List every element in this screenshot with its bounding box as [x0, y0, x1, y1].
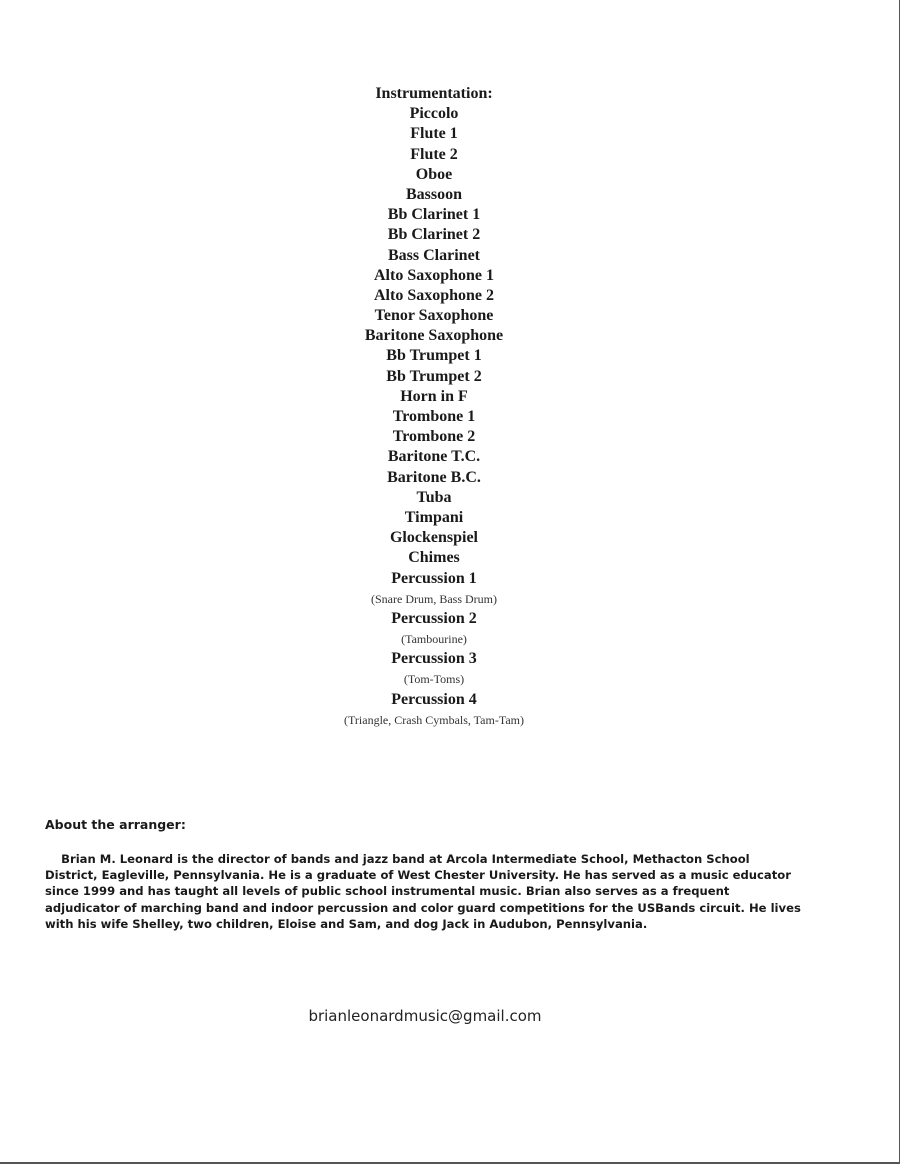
- instrument-name: Glockenspiel: [389, 529, 478, 547]
- instrument-name: Baritone Saxophone: [364, 327, 504, 345]
- instrument-name: Flute 1: [410, 125, 458, 143]
- instrument-detail: (Triangle, Crash Cymbals, Tam-Tam): [344, 712, 524, 727]
- about-body-text: Brian M. Leonard is the director of bands and jazz band at Arcola Intermediate School, Methacton School District, Eagleville, Pennsylvania. He is a graduate of West Chester University. He has served as a music educator since 1999 and has taught all levels of public school instrumental music. Brian also serves as a frequent adjudicator of marching band and indoor percussion and color guard competitions for the USBands circuit. He lives with his wife Shelley, two children, Eloise and Sam, and dog Jack in Audubon, Pennsylvania.: [45, 852, 801, 931]
- instrument-name: Baritone B.C.: [387, 468, 481, 486]
- instrument-item: [0, 649, 868, 689]
- instrument-name: Bb Clarinet 1: [387, 206, 481, 224]
- about-heading: About the arranger:: [45, 817, 186, 832]
- instrumentation-section: [0, 84, 868, 730]
- instrument-name: Tenor Saxophone: [374, 307, 494, 325]
- instrument-name: Percussion 3: [391, 650, 477, 668]
- instrument-name: Baritone T.C.: [387, 448, 481, 466]
- instrument-name: Piccolo: [409, 105, 459, 123]
- instrument-name: Horn in F: [400, 387, 468, 405]
- about-body: [45, 851, 805, 932]
- instrument-item: [0, 326, 868, 346]
- instrument-name: Tuba: [416, 488, 452, 506]
- instrument-detail: (Snare Drum, Bass Drum): [371, 591, 497, 606]
- instrument-name: Bb Clarinet 2: [387, 226, 481, 244]
- instrument-item: [0, 488, 868, 508]
- instrument-name: Bb Trumpet 2: [386, 367, 482, 385]
- instrument-name: Percussion 4: [391, 690, 477, 708]
- instrument-item: [0, 185, 868, 205]
- instrument-item: [0, 165, 868, 185]
- instrument-item: [0, 690, 868, 730]
- instrument-item: [0, 367, 868, 387]
- instrument-item: [0, 286, 868, 306]
- instrument-name: Trombone 1: [392, 408, 476, 425]
- instrument-name: Bassoon: [405, 185, 463, 203]
- contact-email: brianleonardmusic@gmail.com: [308, 1007, 542, 1025]
- instrument-item: [0, 387, 868, 407]
- instrument-item: [0, 407, 868, 427]
- instrument-item: [0, 205, 868, 225]
- instrument-item: [0, 427, 868, 447]
- instrument-name: Oboe: [415, 165, 453, 183]
- instrument-item: [0, 124, 868, 144]
- instrument-item: [0, 548, 868, 568]
- instrument-item: [0, 246, 868, 266]
- instrument-item: [0, 508, 868, 528]
- instrument-item: [0, 225, 868, 245]
- instrument-item: [0, 306, 868, 326]
- instrument-detail: (Tom-Toms): [403, 672, 465, 687]
- instrument-name: Bass Clarinet: [388, 246, 480, 264]
- instrument-item: [0, 447, 868, 467]
- instrument-name: Percussion 1: [391, 569, 477, 587]
- instrument-name: Bb Trumpet 1: [386, 347, 482, 365]
- instrumentation-title: Instrumentation:: [375, 85, 493, 102]
- instrument-item: [0, 104, 868, 124]
- instrument-name: Alto Saxophone 1: [373, 266, 495, 284]
- instrument-name: Alto Saxophone 2: [373, 286, 495, 304]
- instrument-item: [0, 468, 868, 488]
- instrument-name: Timpani: [404, 508, 464, 526]
- instrument-item: [0, 266, 868, 286]
- instrument-list: [0, 104, 868, 730]
- instrument-name: Chimes: [408, 549, 460, 567]
- instrument-name: Trombone 2: [392, 428, 476, 446]
- instrument-item: [0, 145, 868, 165]
- instrument-item: [0, 609, 868, 649]
- instrument-item: [0, 528, 868, 548]
- instrument-detail: (Tambourine): [401, 632, 467, 647]
- instrument-item: [0, 346, 868, 366]
- instrument-name: Flute 2: [410, 145, 458, 163]
- instrument-name: Percussion 2: [391, 609, 477, 627]
- instrument-item: [0, 569, 868, 609]
